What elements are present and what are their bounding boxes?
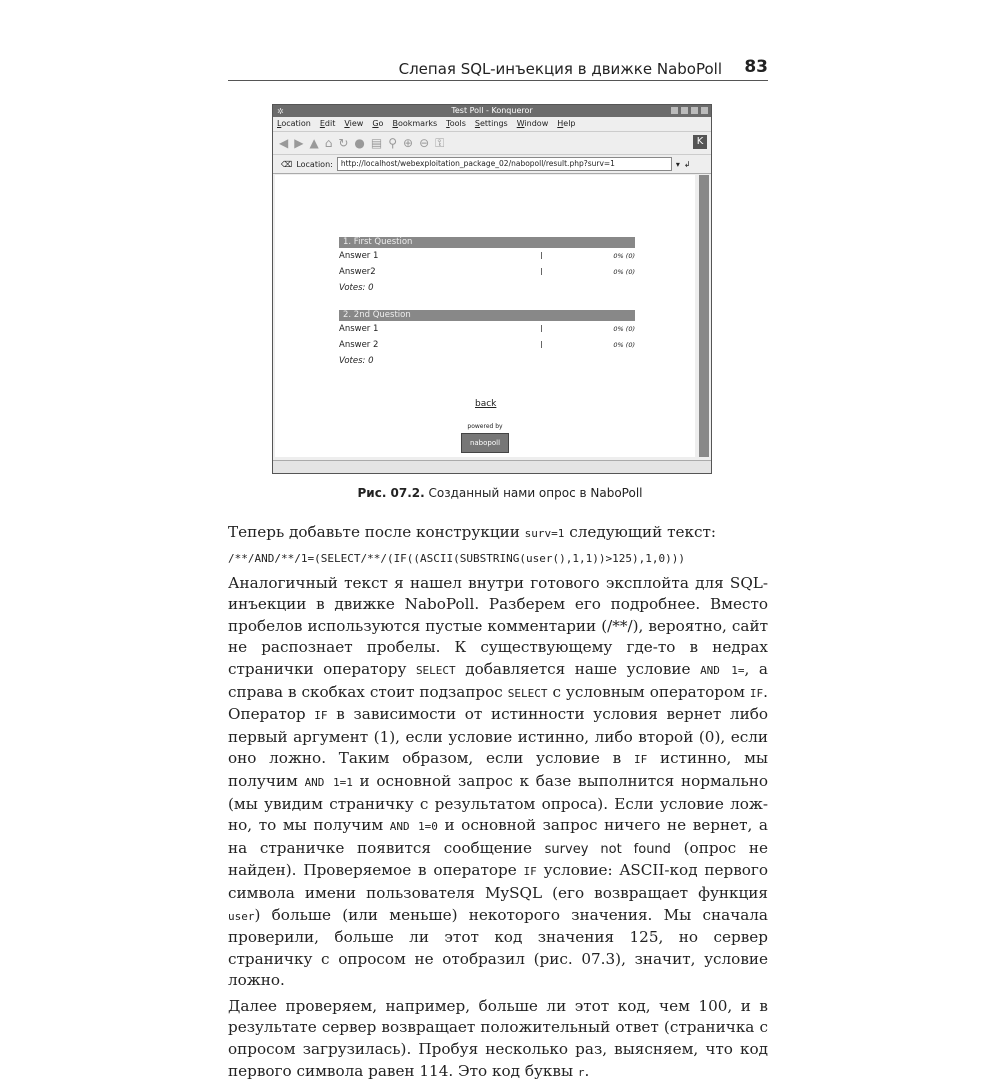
result-bar <box>541 252 542 259</box>
inline-code: SELECT <box>415 663 456 677</box>
text-run: и основной запрос ничего не вернет, а на страничке появится сообщение <box>228 816 768 857</box>
menu-item-go[interactable]: Go <box>372 119 384 128</box>
answer-label: Answer2 <box>339 267 376 277</box>
help-icon[interactable] <box>671 107 678 114</box>
chapter-title: Слепая SQL-инъекция в движке NaboPoll <box>398 60 722 78</box>
go-icon[interactable]: ↲ <box>683 159 691 169</box>
answer-row <box>339 337 635 353</box>
menu-item-help[interactable]: Help <box>557 119 576 128</box>
back-link[interactable]: back <box>475 399 497 409</box>
result-bar <box>541 325 542 332</box>
url-dropdown-icon[interactable]: ▾ <box>675 159 680 169</box>
answer-row <box>339 321 635 337</box>
zoom-in-icon[interactable]: ⊕ <box>403 136 414 150</box>
security-icon[interactable]: ⚿ <box>435 135 445 150</box>
location-label: Location: <box>296 159 333 169</box>
inline-code: surv=1 <box>524 527 565 540</box>
paragraph <box>228 573 768 992</box>
back-icon[interactable]: ◀ <box>279 136 289 150</box>
inline-code: /**/AND/**/1=(SELECT/**/(IF((ASCII(SUBSTRING(user(),1,1))>125),1,0))) <box>228 551 685 565</box>
answer-label: Answer 2 <box>339 340 379 350</box>
poll-question <box>339 310 635 369</box>
stop-icon[interactable]: ● <box>354 136 365 150</box>
votes-count: Votes: 0 <box>339 356 374 366</box>
answer-label: Answer 1 <box>339 324 379 334</box>
answer-percent: 0% (0) <box>613 341 635 349</box>
up-icon[interactable]: ▲ <box>309 136 319 150</box>
inline-code: survey not found <box>544 841 671 857</box>
inline-code: r <box>577 1065 585 1079</box>
inline-code: IF <box>523 865 537 879</box>
menu-bar <box>273 117 711 132</box>
window-controls <box>671 107 708 114</box>
inline-code: IF <box>633 753 648 767</box>
poll-question <box>339 237 635 296</box>
vertical-scrollbar[interactable] <box>699 175 709 457</box>
question-title: 1. First Question <box>339 237 635 248</box>
text-run: с условным оператором <box>547 682 750 701</box>
text-run: истинно, мы получим <box>228 749 768 790</box>
clear-location-icon[interactable]: ⌫ <box>281 159 293 169</box>
inline-code: user <box>228 909 255 923</box>
running-header <box>228 56 768 81</box>
menu-item-location[interactable]: Location <box>277 119 311 128</box>
inline-code: AND 1=0 <box>389 820 438 834</box>
zoom-out-icon[interactable]: ⊖ <box>419 136 430 150</box>
url-input[interactable]: http://localhost/webexploitation_package_02/nabopoll/result.php?surv=1 <box>337 157 672 171</box>
text-run: . Оператор <box>228 682 768 724</box>
menu-item-edit[interactable]: Edit <box>319 119 336 128</box>
powered-by-text: powered by <box>467 423 503 430</box>
text-run: и основной запрос к базе выполнится нормально (мы увидим страничку с результатом опроса). Если условие ложно, то мы получим <box>228 771 769 835</box>
title-bar <box>273 105 711 117</box>
inline-code: IF <box>314 709 328 723</box>
toolbar <box>273 132 711 155</box>
inline-code: SELECT <box>507 686 548 700</box>
menu-item-window[interactable]: Window <box>516 119 549 128</box>
answer-row <box>339 264 635 280</box>
answer-label: Answer 1 <box>339 251 379 261</box>
window-title: Test Poll - Konqueror <box>451 106 533 115</box>
text-run: (опрос не найден). Проверяемое в операторе <box>228 838 768 880</box>
question-title: 2. 2nd Question <box>339 310 635 321</box>
text-run: . <box>584 1061 590 1080</box>
powered-by <box>461 423 509 453</box>
result-bar <box>541 341 542 348</box>
inline-code: AND 1=1 <box>304 775 353 789</box>
reload-icon[interactable]: ↻ <box>338 136 349 150</box>
konqueror-window-screenshot <box>272 104 712 474</box>
menu-item-view[interactable]: View <box>344 119 364 128</box>
figure-label: Рис. 07.2. <box>357 486 425 500</box>
text-run: Далее проверяем, например, больше ли этот код, чем 100, и в результате сервер возвращает положительный ответ (страничка с опросом загрузилась). Пробуя несколько раз, выясняем, что код первого символа равен 114. Это код буквы <box>228 996 768 1080</box>
forward-icon[interactable]: ▶ <box>294 136 304 150</box>
text-run: Аналогичный текст я нашел внутри готового эксплойта для SQL-инъекции в движке NaboPoll. Разберем его подробнее. Вместо пробелов используются пустые комментарии (/**/), вероятно, сайт не распознает пробелы. К существующему где-то в недрах странички оператору <box>228 573 768 678</box>
votes-count: Votes: 0 <box>339 283 374 293</box>
page-number: 83 <box>744 57 768 77</box>
text-run: условие: ASCII-код первого символа имени пользователя MySQL (его возвращает функция <box>228 861 768 902</box>
code-line <box>228 549 768 569</box>
close-icon[interactable] <box>701 107 708 114</box>
answer-percent: 0% (0) <box>613 268 635 276</box>
menu-item-settings[interactable]: Settings <box>474 119 508 128</box>
web-page <box>275 175 695 457</box>
answer-row <box>339 248 635 264</box>
menu-item-tools[interactable]: Tools <box>446 119 466 128</box>
answer-percent: 0% (0) <box>613 252 635 260</box>
paragraph <box>228 996 768 1083</box>
answer-percent: 0% (0) <box>613 325 635 333</box>
inline-code: IF <box>749 686 764 700</box>
location-bar <box>273 155 711 174</box>
home-icon[interactable]: ⌂ <box>324 136 333 150</box>
text-run: ) больше (или меньше) некоторого значения. Мы сначала проверили, больше ли этот код значения 125, но сервер страничку с опросом не отобразил (рис. 07.3), значит, условие ложно. <box>228 905 768 990</box>
figure-caption <box>0 486 1000 500</box>
status-bar <box>273 460 711 473</box>
kde-logo-icon: K <box>693 135 707 149</box>
result-bar <box>541 268 542 275</box>
print-icon[interactable]: ▤ <box>370 136 383 150</box>
maximize-icon[interactable] <box>691 107 698 114</box>
app-icon: ✲ <box>277 107 284 116</box>
text-run: , а справа в скобках стоит подзапрос <box>228 659 768 701</box>
text-run: в зависимости от истинности условия вернет либо первый аргумент (1), если условие истинно, либо второй (0), если оно ложно. Таким образом, если условие в <box>228 705 768 768</box>
figure-caption-text: Созданный нами опрос в NaboPoll <box>424 486 643 500</box>
text-run: добавляется наше условие <box>455 659 701 678</box>
paragraph <box>228 522 768 545</box>
text-run: Теперь добавьте после конструкции <box>228 523 525 541</box>
text-run: следующий текст: <box>564 523 717 541</box>
find-icon[interactable]: ⚲ <box>388 136 398 150</box>
body-text <box>228 522 768 1087</box>
minimize-icon[interactable] <box>681 107 688 114</box>
inline-code: AND 1= <box>700 663 745 677</box>
menu-item-bookmarks[interactable]: Bookmarks <box>392 119 438 128</box>
nabopoll-logo[interactable]: nabopoll <box>461 433 509 453</box>
